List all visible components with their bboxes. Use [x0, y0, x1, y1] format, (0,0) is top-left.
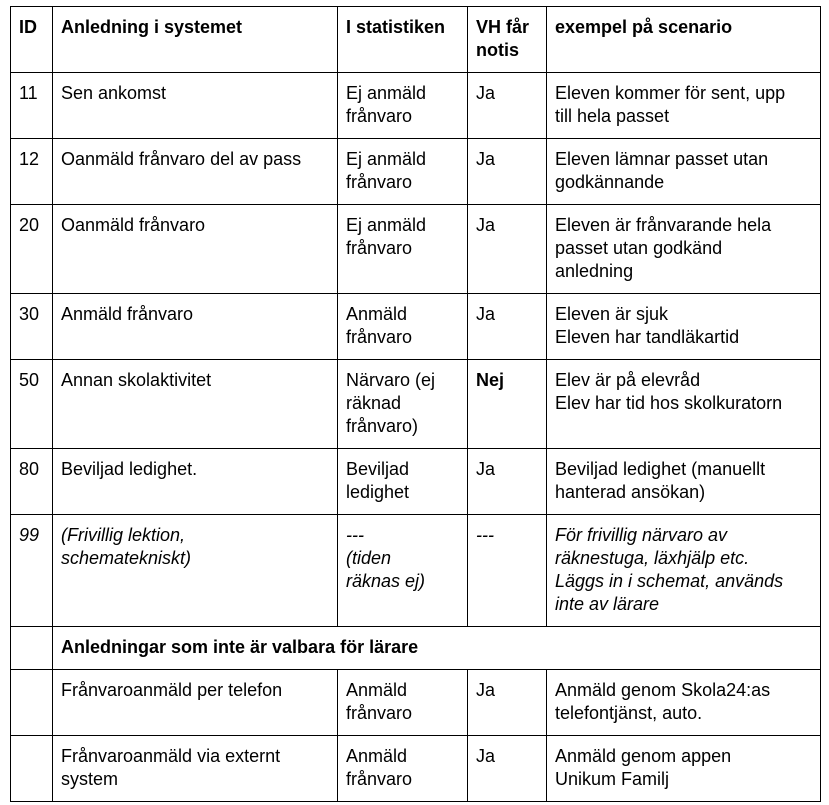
cell-line: Frånvaroanmäld via externt — [61, 746, 281, 766]
cell-line: --- — [346, 525, 364, 545]
cell-line: godkännande — [555, 172, 665, 192]
cell-statistics — [338, 294, 468, 360]
cell-line: frånvaro — [346, 327, 413, 347]
cell-notify — [468, 736, 547, 802]
cell-example — [547, 515, 821, 627]
cell-id: 30 — [11, 294, 53, 360]
header-example — [547, 7, 821, 73]
cell-line: räknad — [346, 393, 402, 413]
cell-line: Anmäld — [346, 304, 408, 324]
header-notify-line: VH får — [476, 17, 530, 37]
header-reason: Anledning i systemet — [53, 7, 338, 73]
cell-line: hanterad ansökan) — [555, 482, 706, 502]
cell-line: Läggs in i schemat, används — [555, 571, 784, 591]
table-row — [11, 73, 821, 139]
cell-notify — [468, 515, 547, 627]
cell-id: 11 — [11, 73, 53, 139]
header-notify — [468, 7, 547, 73]
table-row — [11, 139, 821, 205]
cell-line: Ej anmäld — [346, 83, 427, 103]
cell-statistics — [338, 670, 468, 736]
header-id: ID — [11, 7, 53, 73]
cell-line: Ej anmäld — [346, 149, 427, 169]
table-row — [11, 360, 821, 449]
cell-line: Närvaro (ej — [346, 370, 436, 390]
cell-reason — [53, 360, 338, 449]
cell-id — [11, 627, 53, 670]
cell-line: system — [61, 769, 119, 789]
cell-line: Annan skolaktivitet — [61, 370, 212, 390]
cell-notify — [468, 294, 547, 360]
cell-id — [11, 670, 53, 736]
cell-line: Oanmäld frånvaro — [61, 215, 206, 235]
cell-line: Unikum Familj — [555, 769, 670, 789]
cell-reason — [53, 670, 338, 736]
cell-line: schematekniskt) — [61, 548, 192, 568]
cell-line: frånvaro) — [346, 416, 419, 436]
cell-line: Ja — [476, 304, 496, 324]
cell-line: frånvaro — [346, 106, 413, 126]
cell-example — [547, 294, 821, 360]
cell-id: 12 — [11, 139, 53, 205]
cell-example — [547, 139, 821, 205]
cell-line: Frånvaroanmäld per telefon — [61, 680, 283, 700]
cell-reason — [53, 294, 338, 360]
cell-line: räknas ej) — [346, 571, 426, 591]
cell-line: Anmäld genom Skola24:as — [555, 680, 771, 700]
cell-line: Anmäld — [346, 680, 408, 700]
cell-line: till hela passet — [555, 106, 670, 126]
cell-line: Oanmäld frånvaro del av pass — [61, 149, 302, 169]
cell-line: Ja — [476, 83, 496, 103]
absence-reasons-table — [10, 6, 821, 802]
cell-statistics — [338, 736, 468, 802]
table-row — [11, 736, 821, 802]
cell-line: telefontjänst, auto. — [555, 703, 703, 723]
cell-notify — [468, 139, 547, 205]
cell-line: frånvaro — [346, 172, 413, 192]
cell-line: Eleven är sjuk — [555, 304, 669, 324]
cell-line: Anmäld genom appen — [555, 746, 732, 766]
cell-line: Ja — [476, 149, 496, 169]
cell-notify — [468, 73, 547, 139]
table-row — [11, 294, 821, 360]
cell-reason — [53, 515, 338, 627]
cell-line: --- — [476, 525, 494, 545]
cell-line: Ja — [476, 746, 496, 766]
cell-reason — [53, 73, 338, 139]
cell-reason — [53, 205, 338, 294]
cell-line: Beviljad ledighet. — [61, 459, 198, 479]
cell-line: För frivillig närvaro av — [555, 525, 728, 545]
cell-line: Eleven kommer för sent, upp — [555, 83, 786, 103]
header-example-line: exempel på scenario — [555, 17, 733, 37]
header-statistics — [338, 7, 468, 73]
cell-example — [547, 670, 821, 736]
table-header-row — [11, 7, 821, 73]
cell-id: 80 — [11, 449, 53, 515]
header-statistics-line: I statistiken — [346, 17, 446, 37]
cell-line: frånvaro — [346, 769, 413, 789]
cell-notify — [468, 449, 547, 515]
cell-line: Beviljad — [346, 459, 410, 479]
cell-notify — [468, 360, 547, 449]
cell-line: räknestuga, läxhjälp etc. — [555, 548, 750, 568]
cell-line: anledning — [555, 261, 634, 281]
cell-line: Anmäld — [346, 746, 408, 766]
cell-line: passet utan godkänd — [555, 238, 723, 258]
cell-example — [547, 205, 821, 294]
cell-statistics — [338, 449, 468, 515]
header-notify-line: notis — [476, 40, 519, 60]
cell-line: Beviljad ledighet (manuellt — [555, 459, 766, 479]
cell-line: frånvaro — [346, 238, 413, 258]
cell-line: frånvaro — [346, 703, 413, 723]
cell-line: (tiden — [346, 548, 392, 568]
section-header-row — [11, 627, 821, 670]
cell-id: 20 — [11, 205, 53, 294]
cell-example — [547, 449, 821, 515]
cell-reason — [53, 449, 338, 515]
table-row — [11, 670, 821, 736]
cell-notify — [468, 670, 547, 736]
cell-statistics — [338, 205, 468, 294]
cell-line: Eleven är frånvarande hela — [555, 215, 772, 235]
cell-line: Elev har tid hos skolkuratorn — [555, 393, 783, 413]
cell-line: (Frivillig lektion, — [61, 525, 186, 545]
cell-line: Eleven lämnar passet utan — [555, 149, 769, 169]
cell-reason — [53, 139, 338, 205]
cell-statistics — [338, 515, 468, 627]
cell-example — [547, 360, 821, 449]
table-row — [11, 515, 821, 627]
cell-line: Sen ankomst — [61, 83, 167, 103]
cell-statistics — [338, 73, 468, 139]
cell-line: Ja — [476, 215, 496, 235]
cell-example — [547, 736, 821, 802]
table-row — [11, 205, 821, 294]
section-title: Anledningar som inte är valbara för lärare — [53, 627, 821, 670]
cell-line: Ej anmäld — [346, 215, 427, 235]
cell-id — [11, 736, 53, 802]
cell-line: Eleven har tandläkartid — [555, 327, 740, 347]
cell-line: Anmäld frånvaro — [61, 304, 194, 324]
cell-line: Ja — [476, 459, 496, 479]
cell-id: 50 — [11, 360, 53, 449]
cell-notify — [468, 205, 547, 294]
cell-line: Elev är på elevråd — [555, 370, 701, 390]
cell-line: inte av lärare — [555, 594, 660, 614]
cell-line: Nej — [476, 370, 505, 390]
cell-example — [547, 73, 821, 139]
cell-statistics — [338, 360, 468, 449]
table-row — [11, 449, 821, 515]
cell-reason — [53, 736, 338, 802]
cell-line: ledighet — [346, 482, 410, 502]
cell-line: Ja — [476, 680, 496, 700]
cell-statistics — [338, 139, 468, 205]
cell-id: 99 — [11, 515, 53, 627]
